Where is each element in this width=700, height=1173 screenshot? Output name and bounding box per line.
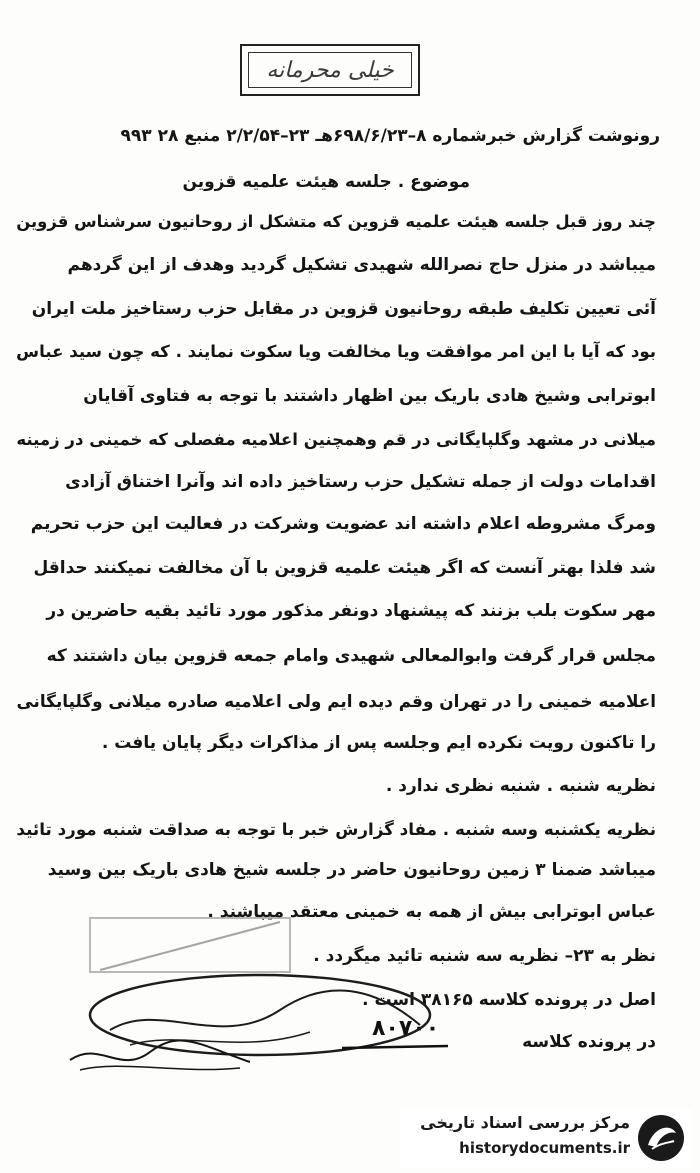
body-line: اصل در پرونده کلاسه ۳۸۱۶۵ است . [362,990,656,1010]
body-line: را تاکنون رویت نکرده ایم وجلسه پس از مذاکرات دیگر پایان یافت . [101,733,656,753]
underline-mark-icon [340,1040,450,1052]
body-line: شد فلذا بهتر آنست که اگر هیئت علمیه قزوین با آن مخالفت نمیکنند حداقل [33,558,656,578]
body-line: اقدامات دولت از جمله تشکیل حزب رستاخیز داده اند وآنرا اختناق آزادی [65,472,656,492]
body-line: مجلس قرار گرفت وابوالمعالی شهیدی وامام جمعه قزوین بیان داشتند که [46,646,656,666]
signature-icon [60,1030,260,1080]
body-line: مهر سکوت بلب بزنند که پیشنهاد دونفر مذکور مورد تائید بقیه حاضرین در [46,601,656,621]
body-line: میباشد ضمنا ۳ زمین روحانیون حاضر در جلسه شیخ هادی باریک بین وسید [47,860,656,880]
body-line: ومرگ مشروطه اعلام داشته اند عضویت وشرکت در فعالیت این حزب تحریم [30,514,656,534]
faded-stamp-icon [80,910,300,980]
watermark-title: مرکز بررسی اسناد تاریخی [420,1113,630,1132]
report-header: رونوشت گزارش خبرشماره ۸–۶۹۸/۶/۲۳هـ ۲۳–۲/۲/۵۴ منبع ۲۸ ۹۹۳ [120,126,660,146]
body-line: در پرونده کلاسه [522,1032,656,1052]
body-line: عباس ابوترابی بیش از همه به خمینی معتقد میباشند . [207,902,656,922]
body-line: اعلامیه خمینی را در تهران وقم دیده ایم ولی اعلامیه صادره میلانی وگلپایگانی [16,691,656,711]
body-line: میلانی در مشهد وگلپایگانی در قم وهمچنین اعلامیه مفصلی که خمینی در زمینه [16,430,656,449]
body-line: چند روز قبل جلسه هیئت علمیه قزوین که متشکل از روحانیون سرشناس قزوین [16,212,656,231]
confidential-stamp-box [240,44,420,96]
class-number: ۸۰۷۰۰ [372,1016,440,1041]
body-line: بود که آیا با این امر موافقت ویا مخالفت ویا سکوت نمایند . که چون سید عباس [16,342,656,361]
watermark-url: historydocuments.ir [459,1139,630,1157]
archive-emblem-icon [636,1113,686,1163]
body-line: نظریه شنبه . شنبه نظری ندارد . [385,776,656,796]
body-line: میباشد در منزل حاج نصرالله شهیدی تشکیل گردید وهدف از این گردهم [67,255,656,275]
report-subject: موضوع . جلسه هیئت علمیه قزوین [182,172,470,192]
body-line: نظریه یکشنبه وسه شنبه . مفاد گزارش خبر با توجه به صداقت شنبه مورد تائید [16,819,656,839]
body-line: نظر به ۲۳– نظریه سه شنبه تائید میگردد . [313,946,656,966]
watermark-logo [400,1109,692,1167]
confidential-stamp-text: خیلی محرمانه [248,52,412,88]
body-line: آئی تعیین تکلیف طبقه روحانیون قزوین در مقابل حزب رستاخیز ملت ایران [31,299,656,319]
body-line: ابوترابی وشیخ هادی باریک بین اظهار داشتند با توجه به فتاوی آقایان [83,386,656,406]
